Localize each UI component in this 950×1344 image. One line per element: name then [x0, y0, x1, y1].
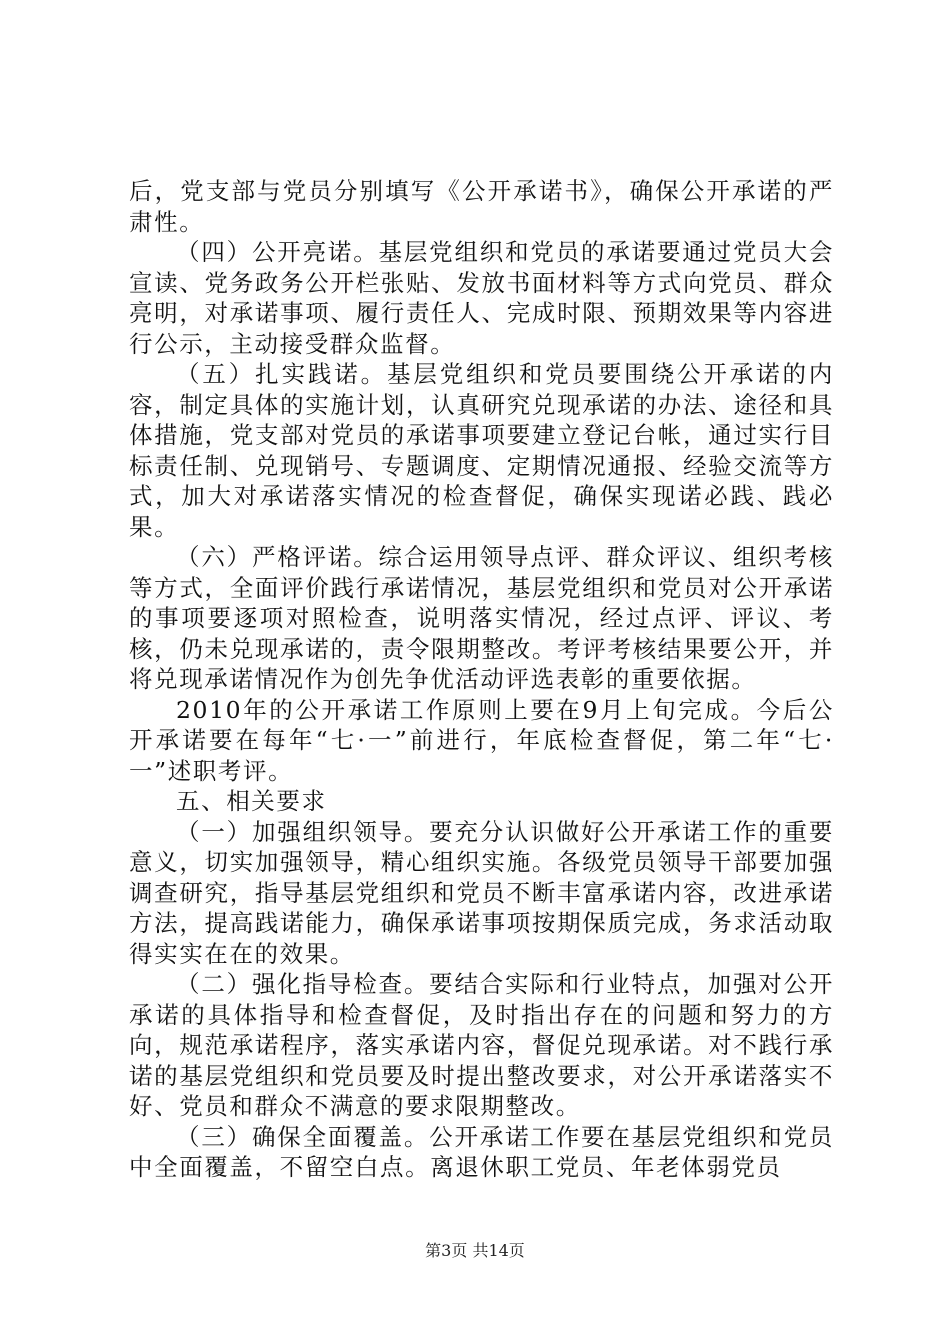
paragraph-schedule: 2010年的公开承诺工作原则上要在9月上旬完成。今后公开承诺要在每年“七·一”前进行，年底检查督促，第二年“七·一”述职考评。 [129, 695, 834, 785]
paragraph-full-coverage: （三）确保全面覆盖。公开承诺工作要在基层党组织和党员中全面覆盖，不留空白点。离退休职工党员、年老体弱党员 [129, 1122, 834, 1181]
paragraph-continuation: 后，党支部与党员分别填写《公开承诺书》，确保公开承诺的严肃性。 [129, 177, 834, 236]
page-number-footer: 第3页 共14页 [425, 1241, 525, 1260]
document-body [129, 176, 834, 1183]
paragraph-public-announcement: （四）公开亮诺。基层党组织和党员的承诺要通过党员大会宣读、党务政务公开栏张贴、发放书面材料等方式向党员、群众亮明，对承诺事项、履行责任人、完成时限、预期效果等内容进行公示，主动接受群众监督。 [129, 238, 834, 358]
paragraph-practice-commitment: （五）扎实践诺。基层党组织和党员要围绕公开承诺的内容，制定具体的实施计划，认真研究兑现承诺的办法、途径和具体措施，党支部对党员的承诺事项要建立登记台帐，通过实行目标责任制、兑现销号、专题调度、定期情况通报、经验交流等方式，加大对承诺落实情况的检查督促，确保实现诺必践、践必果。 [129, 360, 834, 541]
paragraph-guidance-inspection: （二）强化指导检查。要结合实际和行业特点，加强对公开承诺的具体指导和检查督促，及时指出存在的问题和努力的方向，规范承诺程序，落实承诺内容，督促兑现承诺。对不践行承诺的基层党组织和党员要及时提出整改要求，对公开承诺落实不好、党员和群众不满意的要求限期整改。 [129, 970, 834, 1120]
section-heading-requirements: 五、相关要求 [176, 787, 327, 815]
paragraph-strict-evaluation: （六）严格评诺。综合运用领导点评、群众评议、组织考核等方式，全面评价践行承诺情况，基层党组织和党员对公开承诺的事项要逐项对照检查，说明落实情况，经过点评、评议、考核，仍未兑现承诺的，责令限期整改。考评考核结果要公开，并将兑现承诺情况作为创先争优活动评选表彰的重要依据。 [129, 543, 834, 693]
paragraph-organization-leadership: （一）加强组织领导。要充分认识做好公开承诺工作的重要意义，切实加强领导，精心组织实施。各级党员领导干部要加强调查研究，指导基层党组织和党员不断丰富承诺内容，改进承诺方法，提高践诺能力，确保承诺事项按期保质完成，务求活动取得实实在在的效果。 [129, 817, 834, 968]
